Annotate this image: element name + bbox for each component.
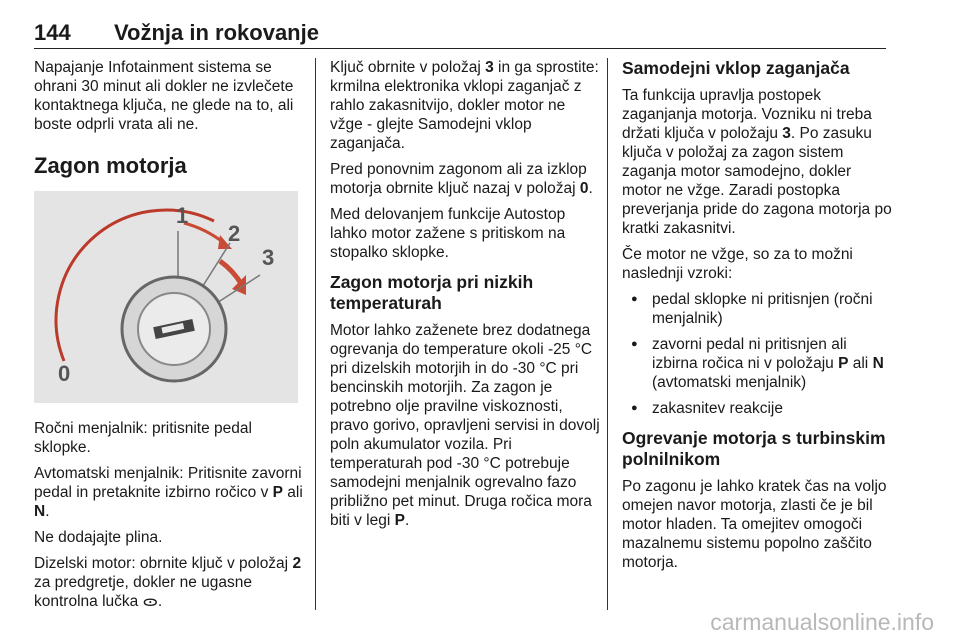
restart-text: Pred ponovnim zagonom ali za izklop motorja obrnite ključ nazaj v položaj 0. bbox=[330, 161, 593, 197]
column-2 bbox=[330, 58, 600, 537]
page-header bbox=[34, 10, 886, 49]
section-heading: Zagon motorja pri nizkih temperaturah bbox=[330, 272, 534, 313]
diesel-preheat-text: Dizelski motor: obrnite ključ v položaj 2 za predgretje, dokler ne ugasne kontrolna lučka ᯣ. bbox=[34, 555, 302, 610]
position-label-3: 3 bbox=[262, 245, 275, 270]
turbo-text: Po zagonu je lahko kratek čas na voljo omejen navor motorja, zlasti če je bil motor hladen. Ta omejitev omogoči mazalnemu sistemu popolno zaščito motorja. bbox=[622, 478, 887, 571]
ignition-key-diagram bbox=[34, 191, 298, 403]
list-item: ● pedal sklopke ni pritisnjen (ročni menjalnik) bbox=[622, 290, 892, 328]
start-text: Ključ obrnite v položaj 3 in ga sprostite: krmilna elektronika vklopi zaganjač z rahlo zakasnitvijo, dokler motor ne vžge - glejte Samodejni vklop zaganjača. bbox=[330, 59, 599, 152]
page-title: Vožnja in rokovanje bbox=[114, 20, 319, 45]
section-heading: Ogrevanje motorja s turbinskim polnilnikom bbox=[622, 428, 886, 469]
column-divider bbox=[607, 58, 608, 610]
intro-paragraph: Napajanje Infotainment sistema se ohrani 30 minut ali dokler ne izvlečete kontaktnega ključa, ne glede na to, ali boste odprli vrata ali ne. bbox=[34, 59, 294, 133]
ignition-figure bbox=[34, 191, 298, 403]
column-3 bbox=[622, 58, 892, 579]
watermark: carmanualsonline.info bbox=[710, 609, 934, 635]
list-item: ● zakasnitev reakcije bbox=[622, 399, 892, 418]
no-throttle-text: Ne dodajajte plina. bbox=[34, 529, 163, 546]
section-heading: Samodejni vklop zaganjača bbox=[622, 58, 850, 78]
position-label-0: 0 bbox=[58, 361, 71, 386]
section-heading: Zagon motorja bbox=[34, 153, 187, 178]
autostop-text: Med delovanjem funkcije Autostop lahko motor zažene s pritiskom na stopalko sklopke. bbox=[330, 206, 566, 261]
column-1 bbox=[34, 58, 306, 618]
position-label-2: 2 bbox=[228, 221, 241, 246]
automatic-transmission-text: Avtomatski menjalnik: Pritisnite zavorni pedal in pretaknite izbirno ročico v P ali N. bbox=[34, 465, 303, 520]
causes-list bbox=[622, 290, 892, 418]
list-item: ● zavorni pedal ni pritisnjen ali izbirna ročica ni v položaju P ali N (avtomatski menjalnik) bbox=[622, 335, 892, 392]
page-number: 144 bbox=[34, 20, 71, 45]
glow-plug-icon: ᯣ bbox=[142, 593, 158, 610]
position-label-1: 1 bbox=[176, 203, 189, 228]
auto-starter-text: Ta funkcija upravlja postopek zaganjanja motorja. Vozniku ni treba držati ključa v položaju 3. Po zasuku ključa v položaj za zagon sistem zaganja motor samodejno, dokler motor ne vžge. Zaradi postopka preverjanja pride do zagona motorja po kratki zakasnitvi. bbox=[622, 87, 892, 237]
manual-transmission-text: Ročni menjalnik: pritisnite pedal sklopke. bbox=[34, 420, 252, 456]
cold-start-text: Motor lahko zaženete brez dodatnega ogrevanja do temperature okoli -25 °C pri dizelskih motorjih in do -30 °C pri bencinskih motorjih. Za zagon je potrebno olje pravilne viskoznosti, pravo gorivo, opravljeni servisi in dovolj poln akumulator vozila. Pri temperaturah pod -30 °C potrebuje samodejni menjalnik ogrevalno fazo približno pet minut. Druga ročica mora biti v legi P. bbox=[330, 322, 600, 529]
causes-intro: Če motor ne vžge, so za to možni naslednji vzroki: bbox=[622, 246, 853, 282]
column-divider bbox=[315, 58, 316, 610]
